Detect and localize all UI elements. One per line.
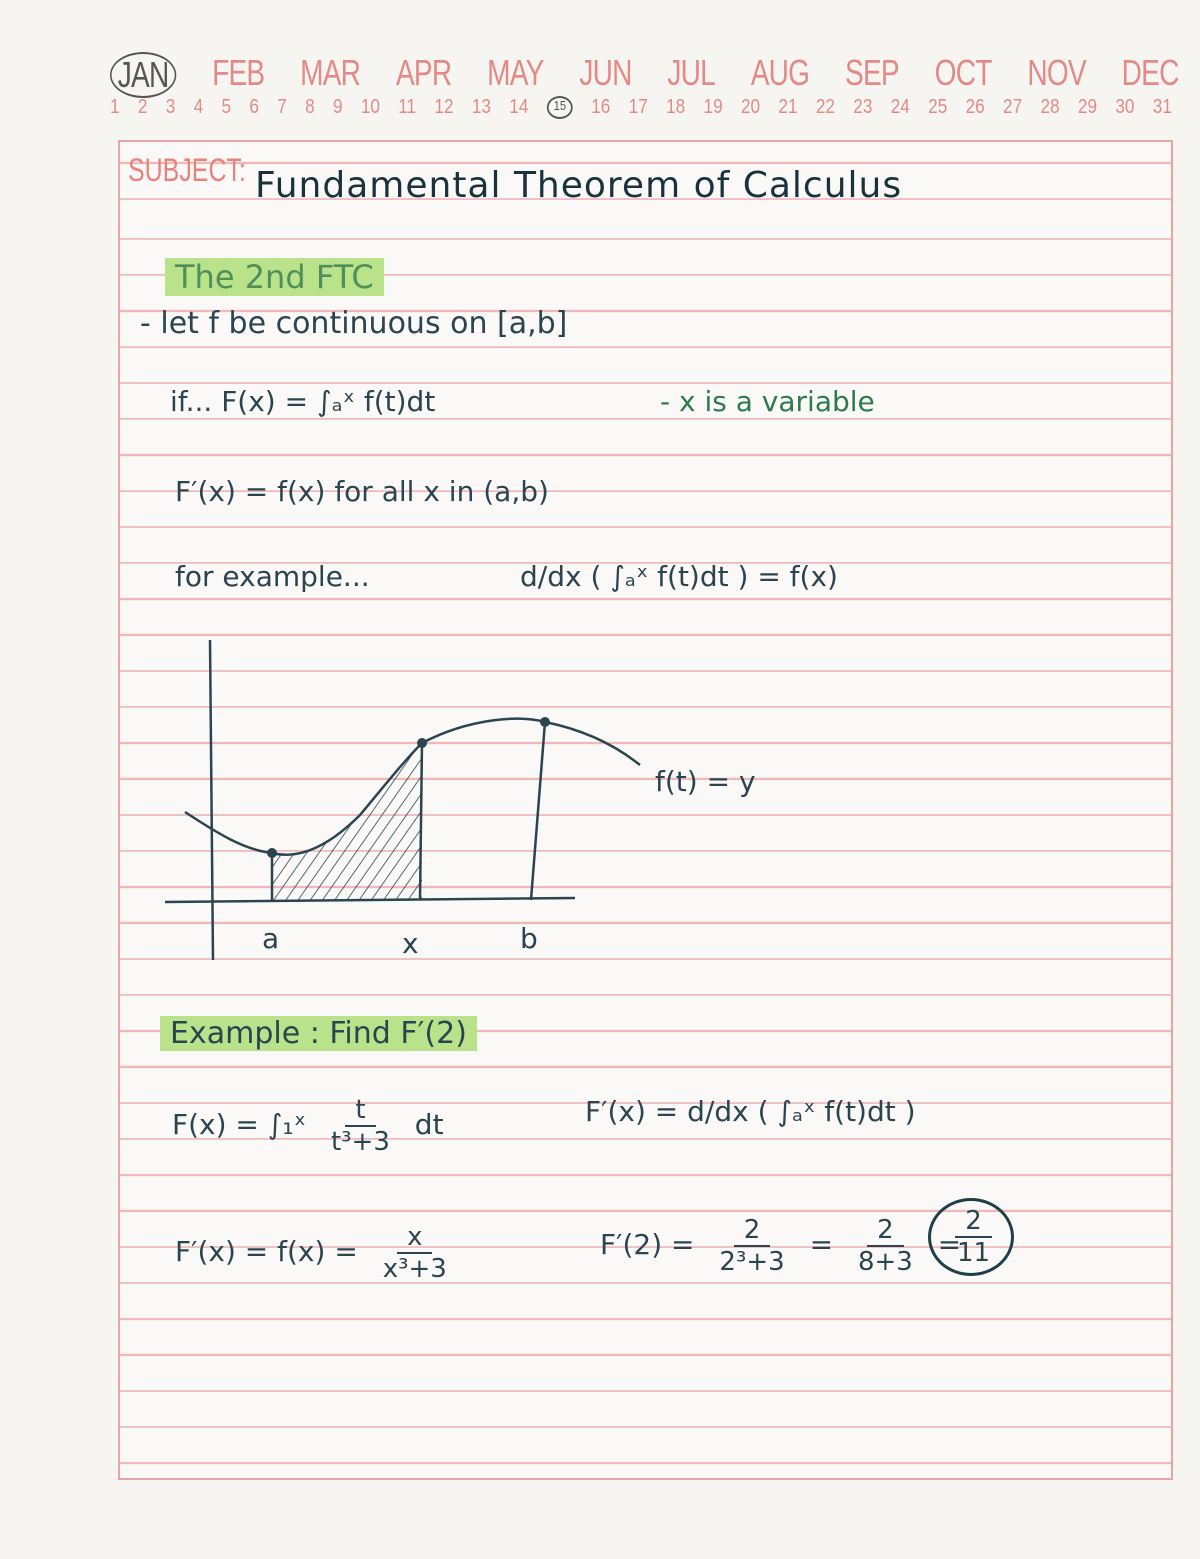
month-jan: JAN [110, 52, 176, 98]
month-apr: APR [395, 52, 452, 93]
month-aug: AUG [750, 52, 810, 93]
day-15: 15 [547, 96, 573, 119]
day-8: 8 [305, 96, 315, 118]
page-title: Fundamental Theorem of Calculus [255, 165, 903, 206]
tick-label-a: a [262, 922, 280, 955]
day-14: 14 [509, 96, 529, 118]
F-def-numerator: t [345, 1095, 375, 1127]
answer-denominator: 11 [957, 1238, 991, 1268]
day-29: 29 [1077, 96, 1098, 118]
heading-text: The 2nd FTC [165, 258, 384, 296]
F-definition [172, 1095, 444, 1157]
month-sep: SEP [845, 52, 899, 93]
day-19: 19 [703, 96, 723, 118]
month-oct: OCT [934, 52, 992, 93]
tick-label-x: x [402, 927, 419, 960]
F-def-prefix: F(x) = ∫₁ˣ [172, 1108, 307, 1141]
boundary-b [531, 722, 545, 900]
F2-fraction-2 [848, 1215, 923, 1277]
F2-denominator-2: 8+3 [857, 1247, 913, 1277]
F2-equals-2: = [937, 1228, 962, 1261]
day-2: 2 [137, 96, 148, 118]
F2-equals: = [809, 1228, 834, 1261]
F2-numerator-1: 2 [734, 1215, 771, 1247]
point-a [267, 848, 277, 858]
example-label: for example... [175, 560, 370, 593]
Fprime-numerator: x [397, 1222, 432, 1254]
day-5: 5 [221, 96, 232, 118]
day-9: 9 [332, 96, 343, 118]
month-jun: JUN [579, 52, 632, 93]
day-10: 10 [360, 96, 380, 118]
day-16: 16 [591, 96, 611, 118]
example-formula: d/dx ( ∫ₐˣ f(t)dt ) = f(x) [520, 560, 838, 593]
Fprime-denominator: x³+3 [382, 1254, 447, 1284]
month-feb: FEB [212, 52, 265, 93]
point-b [540, 717, 550, 727]
day-28: 28 [1040, 96, 1060, 118]
day-6: 6 [249, 96, 259, 118]
section-heading-example [160, 1016, 477, 1051]
month-nov: NOV [1027, 52, 1086, 93]
point-x [417, 738, 427, 748]
month-dec: DEC [1121, 52, 1179, 93]
day-27: 27 [1003, 96, 1023, 118]
variable-note: - x is a variable [660, 385, 875, 418]
Fprime-fraction [373, 1222, 457, 1284]
F-def-suffix: dt [414, 1108, 444, 1141]
month-jul: JUL [667, 52, 715, 93]
derivative-line: F′(x) = f(x) for all x in (a,b) [175, 475, 549, 508]
day-31: 31 [1152, 96, 1172, 118]
Fprime-formula [175, 1222, 463, 1284]
day-25: 25 [928, 96, 948, 118]
F2-numerator-2: 2 [867, 1215, 904, 1247]
day-1: 1 [110, 96, 120, 118]
answer-numerator: 2 [955, 1206, 992, 1238]
F2-prefix: F′(2) = [600, 1228, 695, 1261]
subject-label: SUBJECT: [128, 152, 246, 188]
day-30: 30 [1115, 96, 1135, 118]
if-line: if... F(x) = ∫ₐˣ f(t)dt [170, 385, 436, 418]
tick-label-b: b [520, 922, 538, 955]
month-may: MAY [487, 52, 544, 93]
F2-evaluation [600, 1215, 961, 1277]
month-mar: MAR [300, 52, 361, 93]
F2-denominator-1: 2³+3 [719, 1247, 785, 1277]
F-def-fraction [321, 1095, 400, 1157]
day-22: 22 [815, 96, 835, 118]
answer-value [941, 1206, 1006, 1268]
continuity-line: - let f be continuous on [a,b] [140, 306, 568, 341]
day-4: 4 [193, 96, 204, 118]
heading-text: Example : Find F′(2) [160, 1016, 477, 1051]
day-18: 18 [666, 96, 686, 118]
Fprime-prefix: F′(x) = f(x) = [175, 1235, 358, 1268]
day-26: 26 [965, 96, 985, 118]
day-24: 24 [890, 96, 910, 118]
F-def-denominator: t³+3 [330, 1127, 390, 1157]
day-23: 23 [853, 96, 873, 118]
day-3: 3 [165, 96, 176, 118]
Fprime-general: F′(x) = d/dx ( ∫ₐˣ f(t)dt ) [585, 1095, 916, 1128]
day-20: 20 [740, 96, 761, 118]
F2-fraction-1 [709, 1215, 794, 1277]
day-21: 21 [778, 96, 798, 118]
answer-fraction [947, 1206, 1000, 1268]
day-7: 7 [277, 96, 287, 118]
day-11: 11 [398, 96, 417, 118]
day-17: 17 [628, 96, 648, 118]
curve-label: f(t) = y [655, 765, 756, 798]
day-13: 13 [471, 96, 491, 118]
y-axis [210, 640, 213, 960]
day-12: 12 [434, 96, 454, 118]
